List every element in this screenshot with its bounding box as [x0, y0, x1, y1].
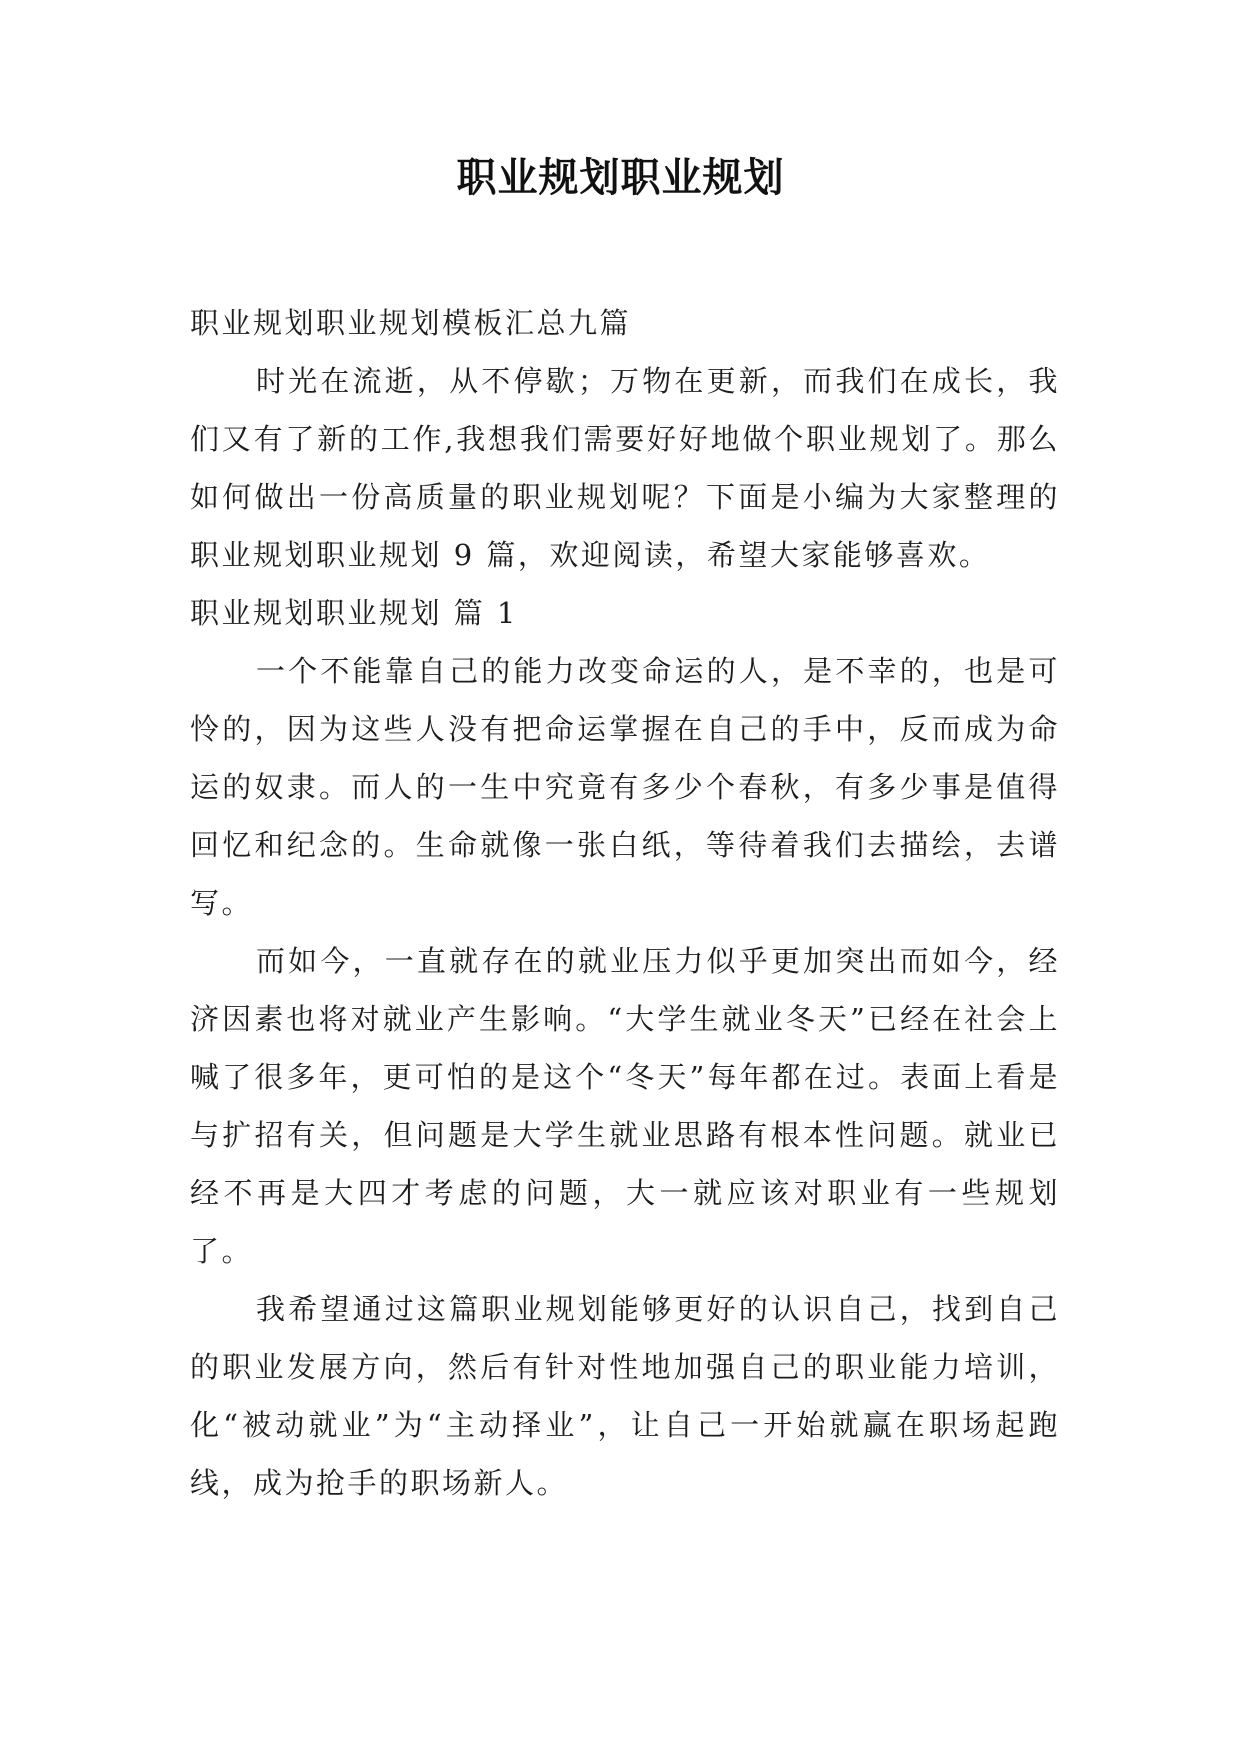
document-body — [190, 294, 1060, 1512]
section-heading: 职业规划职业规划 篇 1 — [190, 596, 518, 630]
body-paragraph: 一个不能靠自己的能力改变命运的人，是不幸的，也是可怜的，因为这些人没有把命运掌握在自己的手中，反而成为命运的奴隶。而人的一生中究竟有多少个春秋，有多少事是值得回忆和纪念的。生命就像一张白纸，等待着我们去描绘，去谱写。 — [190, 654, 1060, 920]
body-paragraph: 我希望通过这篇职业规划能够更好的认识自己，找到自己的职业发展方向，然后有针对性地加强自己的职业能力培训，化“被动就业”为“主动择业”，让自己一开始就赢在职场起跑线，成为抢手的职场新人。 — [190, 1292, 1060, 1500]
body-paragraph: 而如今，一直就存在的就业压力似乎更加突出而如今，经济因素也将对就业产生影响。“大学生就业冬天”已经在社会上喊了很多年，更可怕的是这个“冬天”每年都在过。表面上看是与扩招有关，但问题是大学生就业思路有根本性问题。就业已经不再是大四才考虑的问题，大一就应该对职业有一些规划了。 — [190, 944, 1060, 1268]
page-title: 职业规划职业规划 — [456, 155, 785, 201]
document-subtitle: 职业规划职业规划模板汇总九篇 — [190, 306, 632, 340]
intro-paragraph: 时光在流逝，从不停歇；万物在更新，而我们在成长，我们又有了新的工作,我想我们需要好好地做个职业规划了。那么如何做出一份高质量的职业规划呢？下面是小编为大家整理的职业规划职业规划 9 篇，欢迎阅读，希望大家能够喜欢。 — [190, 364, 1060, 572]
